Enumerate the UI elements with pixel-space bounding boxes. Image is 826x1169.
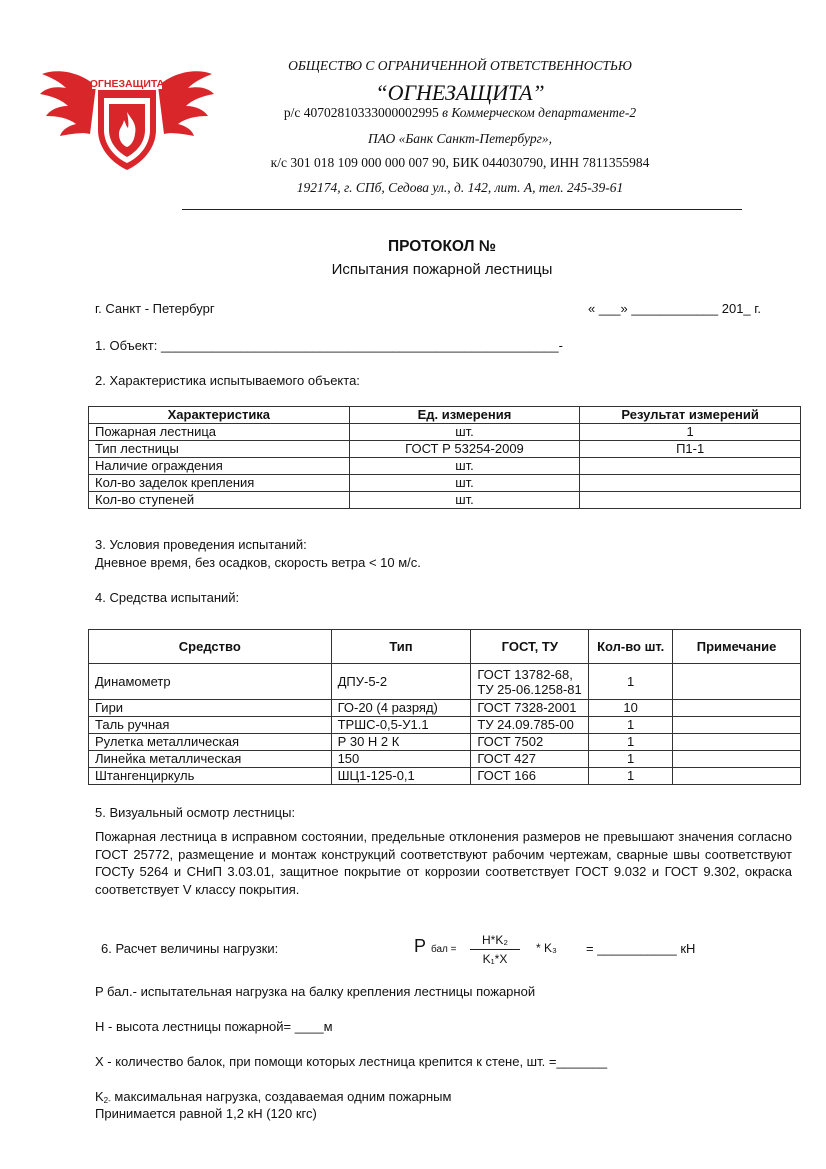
table-row bbox=[89, 441, 801, 458]
formula-result: = ___________ кН bbox=[586, 941, 696, 956]
header-cell: Результат измерений bbox=[580, 407, 801, 424]
cell-standard: ГОСТ 427 bbox=[471, 751, 589, 768]
cell-type: Р 30 Н 2 К bbox=[331, 734, 471, 751]
formula-p: P bbox=[414, 936, 427, 956]
fraction-bar bbox=[470, 949, 520, 950]
table-row bbox=[89, 664, 801, 700]
logo-text: ОГНЕЗАЩИТА bbox=[89, 78, 165, 90]
header-cell: Ед. измерения bbox=[349, 407, 580, 424]
section-3-title: 3. Условия проведения испытаний: bbox=[95, 537, 307, 552]
x-definition: X - количество балок, при помощи которых лестница крепится к стене, шт. =_______ bbox=[95, 1054, 608, 1069]
cell-note bbox=[673, 717, 801, 734]
header-divider bbox=[182, 209, 742, 210]
cell-qty: 1 bbox=[589, 717, 673, 734]
header-cell: Примечание bbox=[673, 630, 801, 664]
header-cell: Кол-во шт. bbox=[589, 630, 673, 664]
cell-result: 1 bbox=[580, 424, 801, 441]
corr-account: к/с 301 018 109 000 000 007 90, БИК 044030790, ИНН 7811355984 bbox=[270, 155, 650, 170]
k2-subscript: 2- bbox=[103, 1096, 111, 1105]
p-definition: P бал.- испытательная нагрузка на балку крепления лестницы пожарной bbox=[95, 984, 536, 999]
bank-account bbox=[180, 105, 740, 121]
table-row bbox=[89, 458, 801, 475]
cell-standard: ГОСТ 7328-2001 bbox=[471, 700, 589, 717]
object-characteristics-table bbox=[88, 406, 801, 509]
section-4-title: 4. Средства испытаний: bbox=[95, 590, 240, 605]
cell-device: Динамометр bbox=[89, 664, 332, 700]
protocol-title: ПРОТОКОЛ № bbox=[387, 238, 497, 255]
cell-note bbox=[673, 751, 801, 768]
company-address: 192174, г. СПб, Седова ул., д. 142, лит. А, тел. 245-39-61 bbox=[296, 180, 624, 195]
cell-qty: 1 bbox=[589, 751, 673, 768]
cell-note bbox=[673, 664, 801, 700]
cell-unit: шт. bbox=[349, 458, 580, 475]
cell-standard: ГОСТ 13782-68, ТУ 25-06.1258-81 bbox=[471, 664, 589, 700]
cell-standard: ГОСТ 7502 bbox=[471, 734, 589, 751]
cell-qty: 10 bbox=[589, 700, 673, 717]
cell-result bbox=[580, 492, 801, 509]
cell-standard: ГОСТ 166 bbox=[471, 768, 589, 785]
cell-type: ДПУ-5-2 bbox=[331, 664, 471, 700]
section-3-text: Дневное время, без осадков, скорость ветра < 10 м/с. bbox=[95, 555, 421, 570]
cell-type: 150 bbox=[331, 751, 471, 768]
cell-device: Линейка металлическая bbox=[89, 751, 332, 768]
k2-symbol: K bbox=[95, 1089, 104, 1104]
cell-characteristic: Наличие ограждения bbox=[89, 458, 350, 475]
formula-denominator: K₁*X bbox=[482, 952, 508, 966]
header-cell: ГОСТ, ТУ bbox=[471, 630, 589, 664]
city: г. Санкт - Петербург bbox=[95, 301, 215, 316]
cell-note bbox=[673, 768, 801, 785]
table-row bbox=[89, 751, 801, 768]
cell-qty: 1 bbox=[589, 768, 673, 785]
protocol-subtitle: Испытания пожарной лестницы bbox=[331, 261, 553, 278]
test-equipment-table bbox=[88, 629, 801, 785]
table-row bbox=[89, 768, 801, 785]
formula-p-subscript: бал = bbox=[431, 944, 457, 955]
section-5-title: 5. Визуальный осмотр лестницы: bbox=[95, 805, 296, 820]
table-row bbox=[89, 734, 801, 751]
header-cell: Тип bbox=[331, 630, 471, 664]
cell-device: Таль ручная bbox=[89, 717, 332, 734]
table-row bbox=[89, 424, 801, 441]
table-row bbox=[89, 475, 801, 492]
cell-unit: шт. bbox=[349, 475, 580, 492]
cell-type: ТРШС-0,5-У1.1 bbox=[331, 717, 471, 734]
cell-result bbox=[580, 475, 801, 492]
cell-note bbox=[673, 700, 801, 717]
cell-unit: ГОСТ Р 53254-2009 bbox=[349, 441, 580, 458]
cell-qty: 1 bbox=[589, 664, 673, 700]
k2-definition bbox=[95, 1089, 451, 1105]
org-type: ОБЩЕСТВО С ОГРАНИЧЕННОЙ ОТВЕТСТВЕННОСТЬЮ bbox=[288, 58, 632, 73]
cell-characteristic: Кол-во заделок крепления bbox=[89, 475, 350, 492]
table-row bbox=[89, 717, 801, 734]
h-definition: H - высота лестницы пожарной= ____м bbox=[95, 1019, 333, 1034]
cell-result: П1-1 bbox=[580, 441, 801, 458]
table-header-row bbox=[89, 407, 801, 424]
table-header-row bbox=[89, 630, 801, 664]
table-row bbox=[89, 700, 801, 717]
table-row bbox=[89, 492, 801, 509]
cell-unit: шт. bbox=[349, 424, 580, 441]
cell-characteristic: Тип лестницы bbox=[89, 441, 350, 458]
cell-type: ШЦ1-125-0,1 bbox=[331, 768, 471, 785]
cell-note bbox=[673, 734, 801, 751]
header-cell: Средство bbox=[89, 630, 332, 664]
k2-value: Принимается равной 1,2 кН (120 кгс) bbox=[95, 1106, 317, 1121]
section-6-title: 6. Расчет величины нагрузки: bbox=[101, 941, 279, 956]
object-line: 1. Объект: _______________________________________________________- bbox=[95, 338, 563, 353]
cell-type: ГО-20 (4 разряд) bbox=[331, 700, 471, 717]
cell-standard: ТУ 24.09.785-00 bbox=[471, 717, 589, 734]
cell-result bbox=[580, 458, 801, 475]
cell-characteristic: Пожарная лестница bbox=[89, 424, 350, 441]
k2-text: максимальная нагрузка, создаваемая одним пожарным bbox=[110, 1089, 452, 1104]
cell-device: Гири bbox=[89, 700, 332, 717]
cell-characteristic: Кол-во ступеней bbox=[89, 492, 350, 509]
account-number: р/с 40702810333000002995 bbox=[283, 105, 443, 120]
bank-name: ПАО «Банк Санкт-Петербург», bbox=[367, 131, 552, 146]
left-wing bbox=[40, 71, 96, 136]
section-5-text: Пожарная лестница в исправном состоянии, предельные отклонения размеров не превышают значения согласно ГОСТ 25772, размещение и монтаж конструкций соответствуют рабочим чертежам, сварные швы соответствуют ГОСТу 5264 и СНиП 3.03.01, защитное покрытие от коррозии соответствует ГОСТ 9.032 и ГОСТ 9.302, окраска соответствует V классу покрытия. bbox=[95, 829, 792, 897]
section-2-title: 2. Характеристика испытываемого объекта: bbox=[95, 373, 360, 388]
header-cell: Характеристика bbox=[89, 407, 350, 424]
org-name: “ОГНЕЗАЩИТА” bbox=[375, 80, 545, 105]
cell-device: Штангенциркуль bbox=[89, 768, 332, 785]
cell-unit: шт. bbox=[349, 492, 580, 509]
formula-fraction bbox=[470, 932, 520, 967]
formula-k3: * K₃ bbox=[536, 941, 557, 955]
cell-qty: 1 bbox=[589, 734, 673, 751]
account-branch: в Коммерческом департаменте-2 bbox=[442, 105, 637, 120]
cell-device: Рулетка металлическая bbox=[89, 734, 332, 751]
date-field: « ___» ____________ 201_ г. bbox=[588, 301, 762, 316]
formula-numerator: H*K₂ bbox=[482, 933, 508, 947]
